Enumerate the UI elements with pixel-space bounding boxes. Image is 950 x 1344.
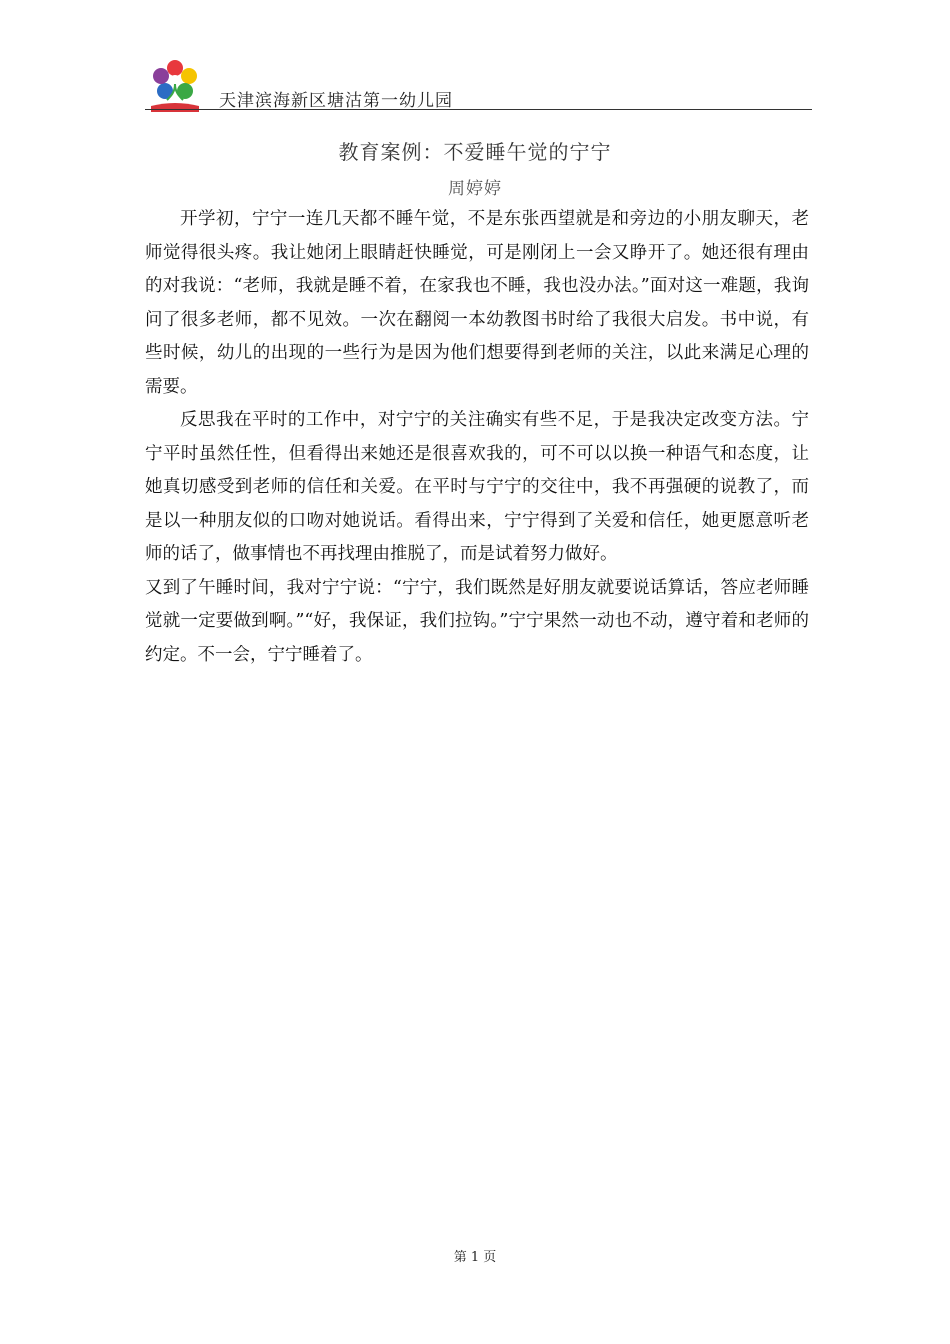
document-body: [145, 203, 809, 672]
paragraph: 开学初，宁宁一连几天都不睡午觉，不是东张西望就是和旁边的小朋友聊天，老师觉得很头疼。我让她闭上眼睛赶快睡觉，可是刚闭上一会又睁开了。她还很有理由的对我说：“老师，我就是睡不着，在家我也不睡，我也没办法。”面对这一难题，我询问了很多老师，都不见效。一次在翻阅一本幼教图书时给了我很大启发。书中说，有些时候，幼儿的出现的一些行为是因为他们想要得到老师的关注，以此来满足心理的需要。: [145, 209, 809, 397]
document-title: 教育案例：不爱睡午觉的宁宁: [338, 140, 612, 164]
kindergarten-logo-icon: [145, 56, 205, 114]
document-author: 周婷婷: [448, 179, 502, 199]
page-number: 第 1 页: [453, 1250, 497, 1265]
header-divider: [145, 109, 812, 110]
kindergarten-name: 天津滨海新区塘沽第一幼儿园: [219, 91, 453, 111]
paragraph: 反思我在平时的工作中，对宁宁的关注确实有些不足，于是我决定改变方法。宁宁平时虽然任性，但看得出来她还是很喜欢我的，可不可以以换一种语气和态度，让她真切感受到老师的信任和关爱。在平时与宁宁的交往中，我不再强硬的说教了，而是以一种朋友似的口吻对她说话。看得出来，宁宁得到了关爱和信任，她更愿意听老师的话了，做事情也不再找理由推脱了，而是试着努力做好。: [145, 410, 809, 564]
page-header: [145, 56, 812, 112]
paragraph: 又到了午睡时间，我对宁宁说：“宁宁，我们既然是好朋友就要说话算话，答应老师睡觉就一定要做到啊。”“好，我保证，我们拉钩。”宁宁果然一动也不动，遵守着和老师的约定。不一会，宁宁睡着了。: [145, 577, 809, 665]
